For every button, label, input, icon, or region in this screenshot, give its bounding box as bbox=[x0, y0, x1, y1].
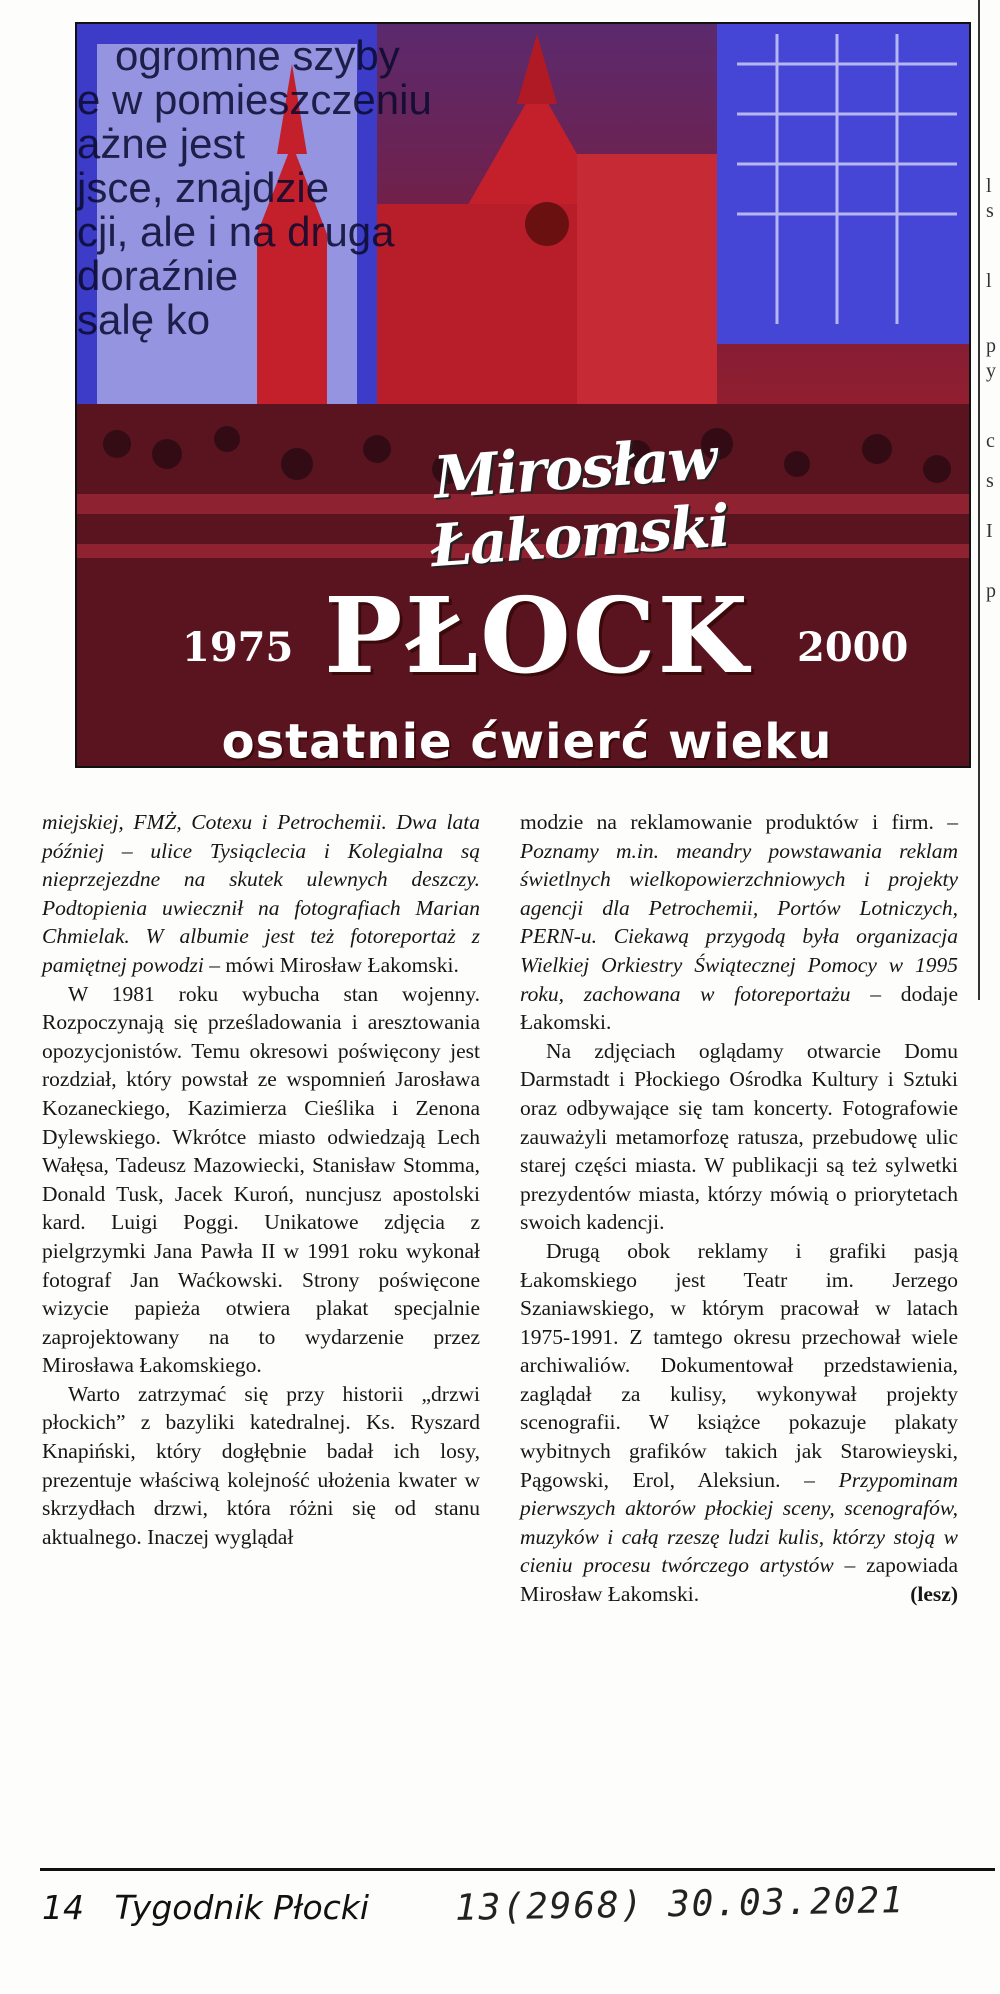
edge-fragment: p bbox=[986, 335, 996, 357]
footer-rule bbox=[40, 1868, 995, 1871]
cover-subtitle: ostatnie ćwierć wieku bbox=[221, 714, 833, 768]
paragraph-text: Drugą obok reklamy i grafiki pasją Łakomskiego jest Teatr im. Jerzego Szaniawskiego, w którym pracował w latach 1975-1991. Z tamtego okresu przechował wiele archiwaliów. Dokumentował przedstawienia, zaglądał za kulisy, wykonywał projekty scenografii. W książce pokazuje plakaty wybitnych grafików takich jak Starowieyski, Pągowski, Erol, Aleksiun. – bbox=[520, 1238, 958, 1492]
cover-background-text: ogromne szyby bbox=[115, 32, 400, 79]
article-column-right bbox=[520, 808, 958, 1609]
edge-fragment: s bbox=[986, 470, 994, 492]
paragraph: Na zdjęciach oglądamy otwarcie Domu Darmstadt i Płockiego Ośrodka Kultury i Sztuki oraz odbywające się tam koncerty. Fotografowie zauważyli metamorfozę ratusza, przebudowę ulic starej części miasta. W publikacji są też sylwetki prezydentów miasta, którzy mówią o priorytetach swoich kadencji. bbox=[520, 1038, 958, 1235]
edge-fragment: p bbox=[986, 580, 996, 602]
cover-image bbox=[75, 22, 971, 768]
edge-fragment: I bbox=[986, 520, 993, 542]
handwritten-issue-note: 13(2968) 30.03.2021 bbox=[454, 1880, 906, 1929]
cover-title: PŁOCK bbox=[324, 574, 750, 697]
paragraph bbox=[42, 808, 480, 980]
edge-fragment: l bbox=[986, 175, 992, 197]
year-end: 2000 bbox=[797, 624, 909, 671]
paragraph-text: modzie na reklamowanie produktów i firm. – bbox=[520, 810, 958, 834]
paragraph: Warto zatrzymać się przy historii „drzwi płockich” z bazyliki katedralnej. Ks. Ryszard Knapiński, który dogłębnie badał ich losy, prezentuje właściwą kolejność ułożenia kwater w skrzydłach drzwi, która różni się od stanu aktualnego. Inaczej wyglądał bbox=[42, 1381, 480, 1549]
paragraph bbox=[520, 1237, 958, 1609]
paragraph-text: – zapowiada Mirosław Łakomski. bbox=[520, 1553, 959, 1607]
page-number: 14 bbox=[42, 1888, 84, 1927]
column-divider bbox=[978, 0, 980, 1000]
publication-name: Tygodnik Płocki bbox=[114, 1888, 370, 1927]
cover-background-text: jsce, znajdzie bbox=[77, 164, 330, 211]
quote-text: miejskiej, FMŻ, Cotexu i Petrochemii. Dwa lata później – ulice Tysiąclecia i Kolegialna są nieprzejezdne na skutek ulewnych deszczy. Podtopienia uwiecznił na fotografiach Marian Chmielak. W albumie jest też fotoreportaż z pamiętnej powodzi bbox=[42, 810, 480, 977]
author-tag: (lesz) bbox=[910, 1582, 958, 1607]
cover-background-text: ażne jest bbox=[77, 120, 246, 167]
page-footer bbox=[42, 1888, 369, 1927]
paragraph-text: – dodaje Łakomski. bbox=[520, 981, 958, 1035]
paragraph bbox=[520, 808, 958, 1037]
quote-text: Przypominam pierwszych aktorów płockiej sceny, scenografów, muzyków i całą rzeszę ludzi kulis, którzy stoją w cieniu procesu twórczego artystów bbox=[520, 1467, 958, 1578]
edge-fragment: l bbox=[986, 270, 992, 292]
edge-fragment: c bbox=[986, 430, 995, 452]
paragraph-text: – mówi Mirosław Łakomski. bbox=[203, 952, 459, 977]
year-start: 1975 bbox=[182, 624, 294, 671]
edge-fragment: s bbox=[986, 200, 994, 222]
edge-fragment: y bbox=[986, 360, 996, 382]
cover-background-text: e w pomieszczeniu bbox=[77, 76, 432, 123]
cover-background-text: cji, ale i na druga bbox=[77, 208, 395, 255]
author-signature: Mirosław Łakomski bbox=[428, 424, 731, 581]
quote-text: Poznamy m.in. meandry powstawania reklam świetlnych wielkopowierzchniowych i projekty agencji dla Petrochemii, Portów Lotniczych, PERN-u. Ciekawą przygodą była organizacja Wielkiej Orkiestry Świątecznej Pomocy w 1995 roku, zachowana w fotoreportażu bbox=[520, 838, 958, 1006]
article-column-left bbox=[42, 808, 480, 1551]
paragraph: W 1981 roku wybucha stan wojenny. Rozpoczynają się prześladowania i aresztowania opozycjonistów. Temu okresowi poświęcony jest rozdział, który powstał ze wspomnień Jarosława Kozaneckiego, Kazimierza Cieślika i Zenona Dylewskiego. Wkrótce miasto odwiedzają Lech Wałęsa, Tadeusz Mazowiecki, Stanisław Stomma, Donald Tusk, Jacek Kuroń, nuncjusz apostolski kard. Luigi Poggi. Unikatowe zdjęcia z pielgrzymki Jana Pawła II w 1991 roku wykonał fotograf Jan Waćkowski. Strony poświęcone wizycie papieża otwiera plakat specjalnie zaprojektowany na to wydarzenie przez Mirosława Łakomskiego. bbox=[42, 981, 480, 1378]
cover-background-text: salę ko bbox=[77, 296, 211, 343]
cover-background-text: doraźnie bbox=[77, 252, 239, 299]
